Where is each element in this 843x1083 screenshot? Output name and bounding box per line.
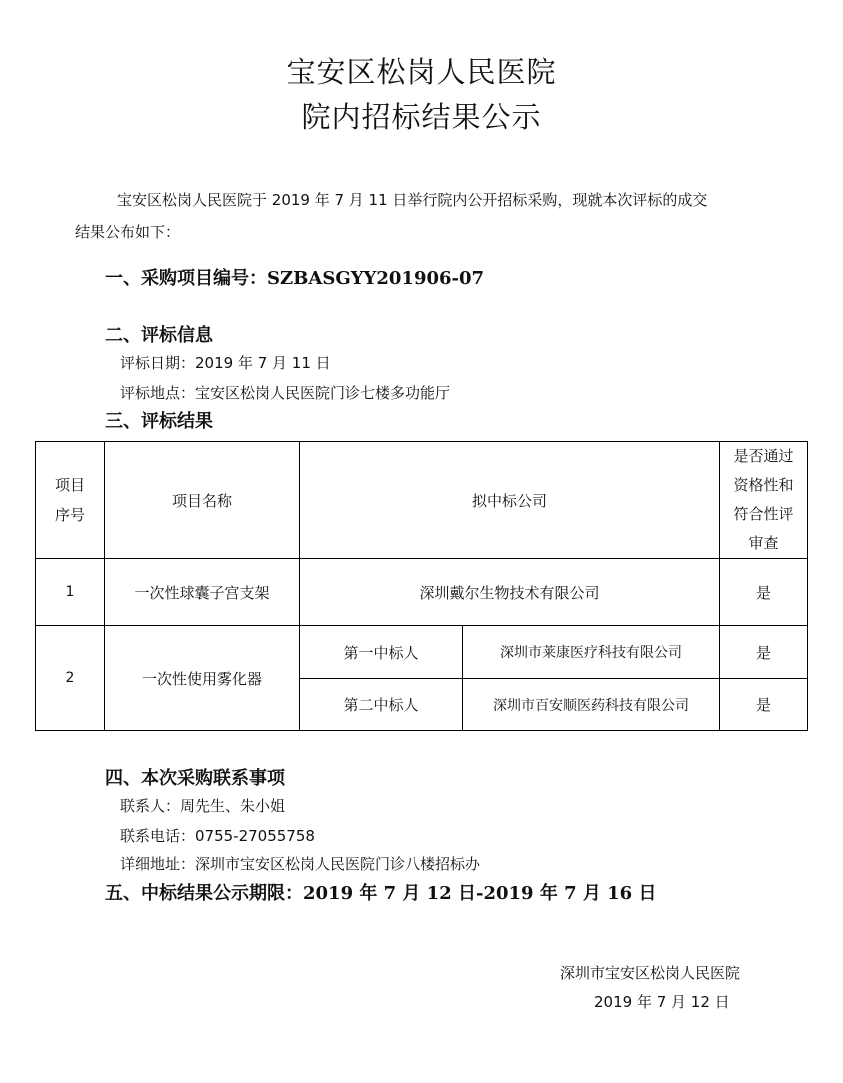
contact-phone: 联系电话：0755-27055758: [120, 827, 315, 845]
section4-heading: 四、本次采购联系事项: [105, 768, 285, 789]
row2-bidder1-company: 深圳市莱康医疗科技有限公司: [463, 626, 720, 679]
row2-no: 2: [36, 626, 105, 731]
header-check-line2: 资格性和: [733, 476, 794, 494]
table-row: [36, 559, 808, 626]
eval-date: 评标日期：2019 年 7 月 11 日: [120, 354, 331, 372]
intro-line-2: 结果公布如下：: [75, 223, 181, 241]
row2-bidder1-rank: 第一中标人: [300, 626, 463, 679]
header-item-no: [36, 442, 105, 559]
row2-bidder2-pass: 是: [720, 679, 808, 731]
header-company: 拟中标公司: [300, 442, 720, 559]
row2-name: 一次性使用雾化器: [105, 626, 300, 731]
row1-name: 一次性球囊子宫支架: [105, 559, 300, 626]
row2-bidder2-rank: 第二中标人: [300, 679, 463, 731]
header-check-line1: 是否通过: [733, 447, 794, 465]
signature-org: 深圳市宝安区松岗人民医院: [560, 964, 741, 982]
table-header-row: [36, 442, 808, 559]
row2-bidder2-company: 深圳市百安顺医药科技有限公司: [463, 679, 720, 731]
section5-heading: 五、中标结果公示期限：2019 年 7 月 12 日-2019 年 7 月 16 日: [105, 883, 657, 904]
results-table: [35, 441, 808, 731]
header-item-no-line2: 序号: [54, 506, 85, 524]
header-qualification-check: [720, 442, 808, 559]
signature-date: 2019 年 7 月 12 日: [594, 993, 730, 1011]
table-row: [36, 626, 808, 679]
header-check-line4: 审查: [748, 534, 779, 552]
section2-heading: 二、评标信息: [105, 325, 213, 346]
page-title: 宝安区松岗人民医院: [286, 55, 557, 89]
eval-location: 评标地点：宝安区松岗人民医院门诊七楼多功能厅: [120, 384, 451, 402]
header-item-no-line1: 项目: [54, 476, 85, 494]
intro-line-1: 宝安区松岗人民医院于 2019 年 7 月 11 日举行院内公开招标采购，现就本次评标的成交: [117, 191, 708, 209]
section3-heading: 三、评标结果: [105, 411, 213, 432]
row1-pass: 是: [720, 559, 808, 626]
row1-company: 深圳戴尔生物技术有限公司: [300, 559, 720, 626]
contact-person: 联系人：周先生、朱小姐: [120, 797, 286, 815]
row2-bidder1-pass: 是: [720, 626, 808, 679]
section1-heading: 一、采购项目编号：SZBASGYY201906-07: [105, 268, 485, 289]
page-subtitle: 院内招标结果公示: [301, 100, 542, 134]
contact-address: 详细地址：深圳市宝安区松岗人民医院门诊八楼招标办: [120, 855, 481, 873]
header-item-name: 项目名称: [105, 442, 300, 559]
header-check-line3: 符合性评: [733, 505, 794, 523]
row1-no: 1: [36, 559, 105, 626]
